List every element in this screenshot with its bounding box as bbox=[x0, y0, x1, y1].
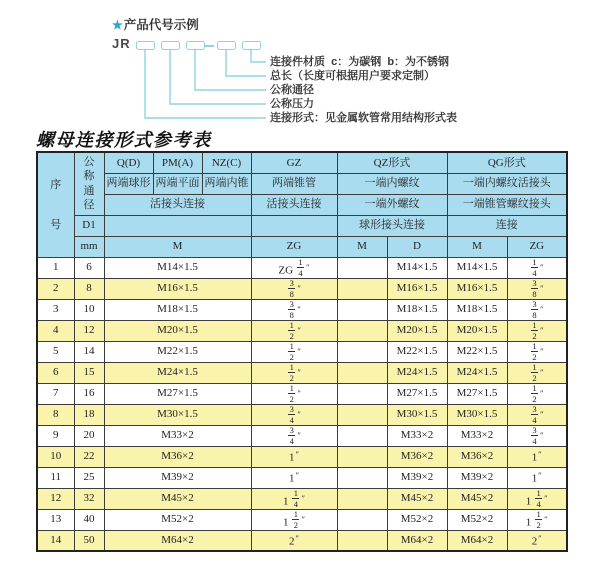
header-conn2-qg: 连接 bbox=[447, 215, 567, 236]
table-row bbox=[37, 446, 567, 467]
header-end-qd: 两端球形 bbox=[104, 173, 153, 194]
table-row bbox=[37, 467, 567, 488]
table-row bbox=[37, 383, 567, 404]
header-thread-m2: M bbox=[337, 236, 387, 257]
cell-dn: 32 bbox=[74, 488, 104, 509]
header-row-connection bbox=[37, 194, 567, 215]
cell-qz-d: M20×1.5 bbox=[387, 320, 447, 341]
cell-dn: 15 bbox=[74, 362, 104, 383]
header-conn-gz: 活接头连接 bbox=[251, 194, 337, 215]
header-end-pma: 两端平面 bbox=[153, 173, 202, 194]
cell-qg-zg: $\frac{1}{2}$ ″ bbox=[507, 383, 567, 404]
header-row-end-types bbox=[37, 173, 567, 194]
cell-m: M36×2 bbox=[104, 446, 251, 467]
cell-qz-d: M39×2 bbox=[387, 467, 447, 488]
cell-seq: 7 bbox=[37, 383, 74, 404]
cell-qz-d: M45×2 bbox=[387, 488, 447, 509]
header-conn-union: 活接头连接 bbox=[104, 194, 251, 215]
cell-seq: 2 bbox=[37, 278, 74, 299]
cell-qg-zg: $\frac{1}{2}$ ″ bbox=[507, 320, 567, 341]
cell-qg-zg: $\frac{1}{4}$ ″ bbox=[507, 257, 567, 278]
cell-qg-zg: 1 $\frac{1}{2}$ ″ bbox=[507, 509, 567, 530]
header-d1: D1 bbox=[74, 215, 104, 236]
cell-qg-zg: 1″ bbox=[507, 446, 567, 467]
cell-seq: 8 bbox=[37, 404, 74, 425]
cell-seq: 1 bbox=[37, 257, 74, 278]
table-row bbox=[37, 509, 567, 530]
cell-m: M39×2 bbox=[104, 467, 251, 488]
table-row bbox=[37, 362, 567, 383]
header-thread-d: D bbox=[387, 236, 447, 257]
cell-qz-d: M27×1.5 bbox=[387, 383, 447, 404]
header-seq: 序号 bbox=[37, 152, 74, 257]
table-title: 螺母连接形式参考表 bbox=[36, 130, 212, 150]
cell-qg-m: M16×1.5 bbox=[447, 278, 507, 299]
cell-qg-m: M20×1.5 bbox=[447, 320, 507, 341]
cell-dn: 25 bbox=[74, 467, 104, 488]
cell-dn: 10 bbox=[74, 299, 104, 320]
header-end-qg: 一端内螺纹活接头 bbox=[447, 173, 567, 194]
cell-seq: 14 bbox=[37, 530, 74, 551]
table-header bbox=[37, 152, 567, 257]
cell-qg-zg: $\frac{1}{2}$ ″ bbox=[507, 341, 567, 362]
table-body bbox=[37, 257, 567, 551]
cell-dn: 16 bbox=[74, 383, 104, 404]
cell-qz-m bbox=[337, 509, 387, 530]
table-row bbox=[37, 425, 567, 446]
cell-gz: 1″ bbox=[251, 446, 337, 467]
cell-qz-d: M52×2 bbox=[387, 509, 447, 530]
header-conn-qg: 一端锥管螺纹接头 bbox=[447, 194, 567, 215]
header-form-pma: PM(A) bbox=[153, 152, 202, 173]
cell-gz: $\frac{3}{8}$ ″ bbox=[251, 299, 337, 320]
cell-qg-m: M27×1.5 bbox=[447, 383, 507, 404]
cell-qz-m bbox=[337, 278, 387, 299]
cell-m: M64×2 bbox=[104, 530, 251, 551]
cell-m: M52×2 bbox=[104, 509, 251, 530]
header-thread-zg2: ZG bbox=[507, 236, 567, 257]
cell-qg-m: M64×2 bbox=[447, 530, 507, 551]
cell-qg-m: M30×1.5 bbox=[447, 404, 507, 425]
table-row bbox=[37, 404, 567, 425]
cell-m: M14×1.5 bbox=[104, 257, 251, 278]
cell-m: M27×1.5 bbox=[104, 383, 251, 404]
cell-gz: ZG $\frac{1}{4}$ ″ bbox=[251, 257, 337, 278]
cell-gz: $\frac{1}{2}$ ″ bbox=[251, 362, 337, 383]
cell-qz-m bbox=[337, 383, 387, 404]
cell-qg-zg: $\frac{1}{2}$ ″ bbox=[507, 362, 567, 383]
cell-m: M33×2 bbox=[104, 425, 251, 446]
diagram-heading-text: 产品代号示例 bbox=[123, 18, 199, 32]
header-end-nzc: 两端内锥 bbox=[202, 173, 251, 194]
header-form-qz: QZ形式 bbox=[337, 152, 447, 173]
diagram-label-diameter: 公称通径 bbox=[270, 84, 314, 96]
table-row bbox=[37, 488, 567, 509]
header-d1-blank-2 bbox=[251, 215, 337, 236]
cell-dn: 6 bbox=[74, 257, 104, 278]
header-thread-m3: M bbox=[447, 236, 507, 257]
cell-qg-m: M36×2 bbox=[447, 446, 507, 467]
diagram-label-length: 总长（长度可根据用户要求定制） bbox=[270, 70, 435, 82]
header-conn2-qz: 球形接头连接 bbox=[337, 215, 447, 236]
cell-qg-m: M18×1.5 bbox=[447, 299, 507, 320]
cell-qz-d: M22×1.5 bbox=[387, 341, 447, 362]
cell-dn: 50 bbox=[74, 530, 104, 551]
cell-qg-m: M24×1.5 bbox=[447, 362, 507, 383]
cell-seq: 13 bbox=[37, 509, 74, 530]
cell-qg-m: M22×1.5 bbox=[447, 341, 507, 362]
table-row bbox=[37, 341, 567, 362]
header-row-forms bbox=[37, 152, 567, 173]
header-dn: 公称通径 bbox=[74, 152, 104, 215]
cell-qg-m: M39×2 bbox=[447, 467, 507, 488]
header-form-qd: Q(D) bbox=[104, 152, 153, 173]
cell-m: M45×2 bbox=[104, 488, 251, 509]
cell-qz-m bbox=[337, 467, 387, 488]
cell-qg-zg: $\frac{3}{4}$ ″ bbox=[507, 404, 567, 425]
product-code-prefix: JR bbox=[112, 36, 131, 51]
cell-qg-m: M33×2 bbox=[447, 425, 507, 446]
header-mm: mm bbox=[74, 236, 104, 257]
nut-connection-table bbox=[36, 151, 568, 552]
cell-qg-zg: 1 $\frac{1}{4}$ ″ bbox=[507, 488, 567, 509]
cell-qg-zg: $\frac{3}{8}$ ″ bbox=[507, 278, 567, 299]
table-row bbox=[37, 320, 567, 341]
cell-qg-zg: $\frac{3}{8}$ ″ bbox=[507, 299, 567, 320]
table-row bbox=[37, 530, 567, 551]
cell-qz-m bbox=[337, 341, 387, 362]
header-thread-m1: M bbox=[104, 236, 251, 257]
cell-qz-m bbox=[337, 446, 387, 467]
cell-qz-m bbox=[337, 530, 387, 551]
cell-dn: 18 bbox=[74, 404, 104, 425]
header-d1-blank-1 bbox=[104, 215, 251, 236]
cell-qz-d: M18×1.5 bbox=[387, 299, 447, 320]
cell-m: M20×1.5 bbox=[104, 320, 251, 341]
cell-m: M18×1.5 bbox=[104, 299, 251, 320]
cell-qz-d: M64×2 bbox=[387, 530, 447, 551]
cell-qz-m bbox=[337, 257, 387, 278]
header-form-gz: GZ bbox=[251, 152, 337, 173]
cell-seq: 12 bbox=[37, 488, 74, 509]
header-form-qg: QG形式 bbox=[447, 152, 567, 173]
cell-qg-zg: 2″ bbox=[507, 530, 567, 551]
cell-dn: 40 bbox=[74, 509, 104, 530]
header-row-d1 bbox=[37, 215, 567, 236]
star-icon: ★ bbox=[112, 18, 123, 32]
cell-qz-d: M16×1.5 bbox=[387, 278, 447, 299]
cell-dn: 12 bbox=[74, 320, 104, 341]
header-row-units bbox=[37, 236, 567, 257]
diagram-label-material: 连接件材质 c：为碳钢 b：为不锈钢 bbox=[270, 56, 450, 68]
cell-qg-m: M14×1.5 bbox=[447, 257, 507, 278]
cell-gz: $\frac{1}{2}$ ″ bbox=[251, 341, 337, 362]
cell-seq: 4 bbox=[37, 320, 74, 341]
cell-dn: 20 bbox=[74, 425, 104, 446]
cell-qz-m bbox=[337, 488, 387, 509]
diagram-label-connection: 连接形式：见金属软管常用结构形式表 bbox=[270, 112, 457, 124]
cell-qz-m bbox=[337, 362, 387, 383]
header-end-qz: 一端内螺纹 bbox=[337, 173, 447, 194]
cell-seq: 10 bbox=[37, 446, 74, 467]
cell-seq: 3 bbox=[37, 299, 74, 320]
cell-gz: 2″ bbox=[251, 530, 337, 551]
cell-gz: 1″ bbox=[251, 467, 337, 488]
cell-seq: 5 bbox=[37, 341, 74, 362]
cell-seq: 11 bbox=[37, 467, 74, 488]
cell-qg-zg: 1″ bbox=[507, 467, 567, 488]
cell-qz-d: M24×1.5 bbox=[387, 362, 447, 383]
header-end-gz: 两端锥管 bbox=[251, 173, 337, 194]
cell-qz-m bbox=[337, 425, 387, 446]
cell-m: M22×1.5 bbox=[104, 341, 251, 362]
header-form-nzc: NZ(C) bbox=[202, 152, 251, 173]
cell-seq: 6 bbox=[37, 362, 74, 383]
cell-qz-d: M30×1.5 bbox=[387, 404, 447, 425]
table-row bbox=[37, 299, 567, 320]
table-row bbox=[37, 257, 567, 278]
cell-qz-m bbox=[337, 404, 387, 425]
cell-qz-m bbox=[337, 320, 387, 341]
cell-qz-d: M36×2 bbox=[387, 446, 447, 467]
cell-qg-zg: $\frac{3}{4}$ ″ bbox=[507, 425, 567, 446]
cell-gz: $\frac{3}{4}$ ″ bbox=[251, 425, 337, 446]
cell-m: M30×1.5 bbox=[104, 404, 251, 425]
diagram-label-pressure: 公称压力 bbox=[270, 98, 314, 110]
cell-gz: $\frac{1}{2}$ ″ bbox=[251, 320, 337, 341]
header-conn-qz: 一端外螺纹 bbox=[337, 194, 447, 215]
cell-gz: 1 $\frac{1}{2}$ ″ bbox=[251, 509, 337, 530]
cell-qz-m bbox=[337, 299, 387, 320]
cell-gz: 1 $\frac{1}{4}$ ″ bbox=[251, 488, 337, 509]
cell-m: M16×1.5 bbox=[104, 278, 251, 299]
cell-seq: 9 bbox=[37, 425, 74, 446]
cell-dn: 14 bbox=[74, 341, 104, 362]
cell-gz: $\frac{3}{4}$ ″ bbox=[251, 404, 337, 425]
cell-gz: $\frac{1}{2}$ ″ bbox=[251, 383, 337, 404]
cell-dn: 22 bbox=[74, 446, 104, 467]
table-row bbox=[37, 278, 567, 299]
cell-qg-m: M52×2 bbox=[447, 509, 507, 530]
cell-qz-d: M33×2 bbox=[387, 425, 447, 446]
cell-gz: $\frac{3}{8}$ ″ bbox=[251, 278, 337, 299]
cell-dn: 8 bbox=[74, 278, 104, 299]
cell-m: M24×1.5 bbox=[104, 362, 251, 383]
header-thread-zg1: ZG bbox=[251, 236, 337, 257]
cell-qg-m: M45×2 bbox=[447, 488, 507, 509]
cell-qz-d: M14×1.5 bbox=[387, 257, 447, 278]
